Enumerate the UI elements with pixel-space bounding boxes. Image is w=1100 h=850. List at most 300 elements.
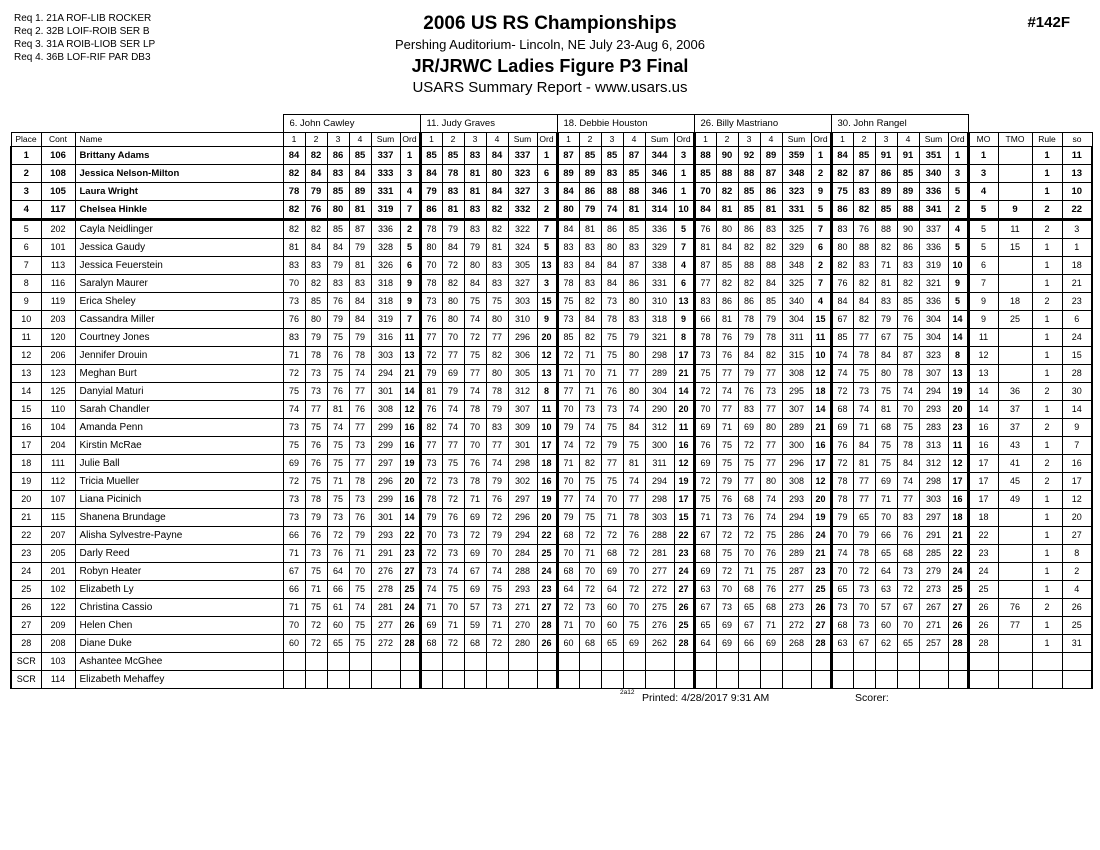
contestant-number-cell: 104	[41, 418, 75, 436]
score-cell: 76	[349, 508, 371, 526]
rule-cell	[1032, 670, 1062, 688]
place-cell: 9	[11, 292, 41, 310]
ordinal-cell: 11	[537, 400, 557, 418]
ordinal-cell: 20	[948, 400, 968, 418]
result-row	[11, 328, 1092, 346]
score-cell: 66	[283, 580, 305, 598]
result-row	[11, 544, 1092, 562]
score-col-header: 1	[694, 132, 716, 146]
ordinal-cell: 21	[948, 526, 968, 544]
tally-col-header: Rule	[1032, 132, 1062, 146]
score-cell: 79	[305, 182, 327, 200]
score-cell: 84	[579, 256, 601, 274]
score-cell: 75	[853, 364, 875, 382]
score-cell	[716, 652, 738, 670]
result-row	[11, 652, 1092, 670]
sum-cell: 277	[371, 616, 400, 634]
score-cell: 85	[601, 146, 623, 164]
score-cell: 77	[557, 382, 579, 400]
result-row	[11, 146, 1092, 164]
place-cell: SCR	[11, 670, 41, 688]
score-cell: 70	[557, 472, 579, 490]
score-cell: 60	[601, 616, 623, 634]
score-cell: 71	[579, 544, 601, 562]
sum-cell: 294	[919, 382, 948, 400]
score-col-header: Ord	[400, 132, 420, 146]
place-cell: 15	[11, 400, 41, 418]
score-cell: 74	[897, 382, 919, 400]
score-cell: 83	[601, 164, 623, 182]
rule-cell: 1	[1032, 182, 1062, 200]
tally-col-header: so	[1062, 132, 1092, 146]
score-cell: 80	[486, 164, 508, 182]
ordinal-cell: 12	[400, 400, 420, 418]
score-cell: 75	[738, 454, 760, 472]
score-cell: 69	[464, 544, 486, 562]
score-col-header: 2	[716, 132, 738, 146]
ordinal-cell: 26	[400, 616, 420, 634]
so-cell: 30	[1062, 382, 1092, 400]
score-cell: 75	[760, 526, 782, 544]
score-cell: 88	[623, 182, 645, 200]
score-cell: 67	[831, 310, 853, 328]
result-row	[11, 508, 1092, 526]
ordinal-cell: 7	[811, 219, 831, 238]
ordinal-cell: 21	[811, 544, 831, 562]
score-cell: 71	[557, 454, 579, 472]
ordinal-cell: 19	[400, 454, 420, 472]
score-cell: 71	[853, 418, 875, 436]
result-row	[11, 400, 1092, 418]
score-cell: 75	[283, 382, 305, 400]
score-cell	[442, 652, 464, 670]
rule-cell: 2	[1032, 472, 1062, 490]
score-cell: 76	[716, 490, 738, 508]
score-cell: 77	[349, 454, 371, 472]
sum-cell: 328	[371, 238, 400, 256]
score-cell: 79	[305, 328, 327, 346]
ordinal-cell	[811, 652, 831, 670]
score-cell: 80	[442, 310, 464, 328]
ordinal-cell: 5	[811, 200, 831, 219]
score-cell: 72	[897, 580, 919, 598]
score-cell: 85	[442, 146, 464, 164]
so-cell: 25	[1062, 616, 1092, 634]
score-cell: 70	[283, 616, 305, 634]
sum-cell: 293	[371, 526, 400, 544]
judge-name-header: 11. Judy Graves	[420, 115, 557, 133]
score-cell	[623, 652, 645, 670]
sum-cell: 273	[919, 580, 948, 598]
mo-cell: 7	[968, 274, 998, 292]
score-cell: 70	[623, 598, 645, 616]
score-cell: 88	[897, 200, 919, 219]
score-cell: 71	[283, 598, 305, 616]
score-cell: 84	[327, 238, 349, 256]
skater-name-cell: Cayla Neidlinger	[75, 219, 283, 238]
score-cell: 78	[464, 472, 486, 490]
score-cell: 72	[464, 526, 486, 544]
score-cell: 80	[875, 364, 897, 382]
sum-cell: 296	[508, 508, 537, 526]
score-cell: 82	[760, 238, 782, 256]
score-cell: 77	[760, 454, 782, 472]
score-cell: 79	[853, 526, 875, 544]
score-cell: 84	[897, 454, 919, 472]
ordinal-cell: 17	[674, 490, 694, 508]
score-cell: 63	[831, 634, 853, 652]
contestant-number-cell: 204	[41, 436, 75, 454]
mo-cell: 25	[968, 580, 998, 598]
score-cell: 80	[831, 238, 853, 256]
score-cell: 88	[694, 146, 716, 164]
score-cell: 77	[623, 364, 645, 382]
score-cell: 78	[897, 436, 919, 454]
result-row	[11, 292, 1092, 310]
score-cell: 76	[305, 200, 327, 219]
score-cell: 83	[694, 292, 716, 310]
score-cell: 67	[694, 526, 716, 544]
place-cell: 16	[11, 418, 41, 436]
score-cell: 81	[327, 400, 349, 418]
rule-cell: 1	[1032, 274, 1062, 292]
score-cell: 77	[760, 364, 782, 382]
score-cell: 80	[623, 382, 645, 400]
sum-cell: 351	[919, 146, 948, 164]
score-cell: 86	[623, 274, 645, 292]
score-cell: 83	[897, 508, 919, 526]
ordinal-cell: 9	[674, 310, 694, 328]
score-cell: 89	[897, 182, 919, 200]
rule-cell: 2	[1032, 454, 1062, 472]
score-cell: 86	[897, 238, 919, 256]
mo-cell	[968, 652, 998, 670]
score-cell: 85	[579, 146, 601, 164]
result-row	[11, 634, 1092, 652]
ordinal-cell: 19	[674, 472, 694, 490]
ordinal-cell: 12	[811, 364, 831, 382]
place-cell: 3	[11, 182, 41, 200]
rule-cell: 2	[1032, 598, 1062, 616]
score-cell: 71	[694, 508, 716, 526]
sum-cell: 278	[371, 580, 400, 598]
tally-col-header: TMO	[998, 132, 1032, 146]
score-cell	[831, 652, 853, 670]
sum-cell: 307	[508, 400, 537, 418]
score-cell: 78	[486, 382, 508, 400]
sum-cell: 296	[371, 472, 400, 490]
place-cell: 28	[11, 634, 41, 652]
score-cell	[738, 652, 760, 670]
contestant-number-cell: 103	[41, 652, 75, 670]
skater-name-cell: Kirstin McRae	[75, 436, 283, 454]
score-cell: 73	[760, 382, 782, 400]
score-cell: 71	[305, 580, 327, 598]
score-cell: 74	[283, 400, 305, 418]
score-cell: 74	[831, 364, 853, 382]
result-row	[11, 562, 1092, 580]
sum-cell: 333	[371, 164, 400, 182]
score-cell: 76	[897, 526, 919, 544]
skater-name-cell: Jessica Feuerstein	[75, 256, 283, 274]
score-cell: 72	[738, 436, 760, 454]
sum-cell: 289	[782, 544, 811, 562]
score-cell: 80	[486, 364, 508, 382]
sum-cell: 296	[508, 328, 537, 346]
tmo-cell	[998, 544, 1032, 562]
ordinal-cell: 8	[674, 328, 694, 346]
result-row	[11, 164, 1092, 182]
score-cell: 84	[349, 310, 371, 328]
skater-name-cell: Chelsea Hinkle	[75, 200, 283, 219]
skater-name-cell: Saralyn Maurer	[75, 274, 283, 292]
score-cell: 82	[283, 200, 305, 219]
tmo-cell	[998, 364, 1032, 382]
place-cell: 22	[11, 526, 41, 544]
score-cell: 70	[601, 490, 623, 508]
sum-cell: 340	[919, 164, 948, 182]
score-cell: 70	[420, 526, 442, 544]
tmo-cell: 37	[998, 400, 1032, 418]
score-cell: 76	[738, 382, 760, 400]
score-cell: 75	[875, 436, 897, 454]
ordinal-cell: 1	[537, 146, 557, 164]
result-row	[11, 364, 1092, 382]
score-cell: 66	[738, 634, 760, 652]
score-cell	[579, 670, 601, 688]
rule-cell: 1	[1032, 164, 1062, 182]
tmo-cell	[998, 328, 1032, 346]
score-cell: 72	[283, 364, 305, 382]
score-cell: 82	[853, 200, 875, 219]
contestant-number-cell: 105	[41, 182, 75, 200]
sum-cell: 308	[782, 472, 811, 490]
score-cell	[853, 670, 875, 688]
sum-cell: 318	[371, 274, 400, 292]
score-cell: 79	[442, 219, 464, 238]
sum-cell: 280	[508, 634, 537, 652]
sum-cell: 293	[782, 490, 811, 508]
so-cell: 17	[1062, 472, 1092, 490]
score-cell: 87	[623, 146, 645, 164]
score-cell: 75	[327, 454, 349, 472]
score-cell: 81	[853, 454, 875, 472]
result-row	[11, 418, 1092, 436]
ordinal-cell: 22	[537, 526, 557, 544]
tmo-cell	[998, 634, 1032, 652]
score-cell: 68	[557, 562, 579, 580]
sum-cell: 288	[508, 562, 537, 580]
ordinal-cell: 5	[674, 219, 694, 238]
score-cell: 66	[694, 310, 716, 328]
score-cell: 73	[349, 436, 371, 454]
score-cell	[579, 652, 601, 670]
score-cell: 69	[442, 364, 464, 382]
score-cell: 64	[557, 580, 579, 598]
score-cell: 84	[557, 219, 579, 238]
sum-cell: 297	[508, 490, 537, 508]
score-cell: 76	[601, 382, 623, 400]
ordinal-cell: 8	[948, 346, 968, 364]
score-cell: 88	[760, 256, 782, 274]
score-cell: 75	[305, 418, 327, 436]
contestant-number-cell: 108	[41, 164, 75, 182]
ordinal-cell: 23	[674, 544, 694, 562]
score-cell: 78	[420, 219, 442, 238]
sum-cell: 332	[508, 200, 537, 219]
sum-cell: 275	[645, 598, 674, 616]
score-cell: 83	[557, 256, 579, 274]
score-col-header: Sum	[371, 132, 400, 146]
result-row	[11, 219, 1092, 238]
contestant-number-cell: 107	[41, 490, 75, 508]
score-cell: 82	[305, 219, 327, 238]
tmo-cell: 11	[998, 219, 1032, 238]
score-cell: 79	[716, 472, 738, 490]
sum-cell: 308	[782, 364, 811, 382]
score-cell: 79	[349, 328, 371, 346]
contestant-number-cell: 207	[41, 526, 75, 544]
contestant-number-cell: 101	[41, 238, 75, 256]
score-cell: 73	[853, 580, 875, 598]
score-cell: 78	[442, 164, 464, 182]
score-cell: 86	[875, 164, 897, 182]
result-row	[11, 598, 1092, 616]
sum-cell	[508, 652, 537, 670]
ordinal-cell: 18	[811, 382, 831, 400]
score-cell: 73	[327, 508, 349, 526]
score-cell: 75	[760, 562, 782, 580]
mo-cell: 14	[968, 400, 998, 418]
tmo-cell	[998, 164, 1032, 182]
contestant-number-cell: 113	[41, 256, 75, 274]
contestant-number-cell: 123	[41, 364, 75, 382]
score-cell: 78	[349, 346, 371, 364]
score-cell: 83	[831, 219, 853, 238]
score-cell: 71	[283, 544, 305, 562]
score-cell: 73	[305, 364, 327, 382]
place-cell: 11	[11, 328, 41, 346]
ordinal-cell: 14	[948, 310, 968, 328]
place-header: Place	[11, 132, 41, 146]
ordinal-cell: 17	[537, 436, 557, 454]
sum-cell: 308	[371, 400, 400, 418]
place-cell: 17	[11, 436, 41, 454]
tmo-cell	[998, 508, 1032, 526]
sum-cell	[782, 652, 811, 670]
score-cell: 82	[305, 274, 327, 292]
requirements-block	[14, 12, 155, 64]
score-col-header: Ord	[674, 132, 694, 146]
sum-cell	[371, 670, 400, 688]
sum-cell: 321	[919, 274, 948, 292]
score-cell: 82	[897, 274, 919, 292]
ordinal-cell: 28	[674, 634, 694, 652]
ordinal-cell: 24	[674, 562, 694, 580]
score-cell: 67	[694, 598, 716, 616]
skater-name-cell: Laura Wright	[75, 182, 283, 200]
score-cell: 85	[327, 219, 349, 238]
score-cell: 78	[760, 328, 782, 346]
score-cell: 73	[442, 526, 464, 544]
sum-cell: 324	[508, 238, 537, 256]
mo-cell: 28	[968, 634, 998, 652]
score-col-header: Sum	[919, 132, 948, 146]
score-cell	[831, 670, 853, 688]
ordinal-cell: 8	[537, 382, 557, 400]
score-cell: 78	[420, 490, 442, 508]
so-cell: 4	[1062, 580, 1092, 598]
score-cell: 73	[716, 508, 738, 526]
score-cell: 74	[579, 490, 601, 508]
score-cell: 72	[623, 544, 645, 562]
ordinal-cell: 26	[811, 598, 831, 616]
score-cell: 75	[305, 562, 327, 580]
ordinal-cell	[400, 652, 420, 670]
score-cell: 72	[579, 580, 601, 598]
score-cell: 81	[716, 310, 738, 328]
ordinal-cell: 4	[400, 182, 420, 200]
sum-cell: 276	[371, 562, 400, 580]
score-cell: 63	[694, 580, 716, 598]
score-cell: 84	[831, 292, 853, 310]
score-cell: 84	[420, 164, 442, 182]
sum-cell: 315	[782, 346, 811, 364]
ordinal-cell: 5	[948, 292, 968, 310]
score-cell: 72	[831, 382, 853, 400]
score-cell: 70	[486, 544, 508, 562]
score-cell: 74	[442, 562, 464, 580]
ordinal-cell: 22	[674, 526, 694, 544]
score-cell: 70	[694, 182, 716, 200]
ordinal-cell: 28	[811, 634, 831, 652]
score-cell: 74	[831, 544, 853, 562]
score-cell: 79	[327, 310, 349, 328]
rule-cell	[1032, 652, 1062, 670]
result-row	[11, 436, 1092, 454]
mo-cell: 9	[968, 292, 998, 310]
score-cell: 73	[283, 418, 305, 436]
score-cell: 86	[831, 200, 853, 219]
mo-cell	[968, 670, 998, 688]
score-cell: 60	[601, 598, 623, 616]
score-cell: 70	[557, 400, 579, 418]
score-cell: 75	[442, 454, 464, 472]
score-cell: 86	[716, 292, 738, 310]
place-cell: 7	[11, 256, 41, 274]
ordinal-cell: 22	[948, 544, 968, 562]
score-cell	[716, 670, 738, 688]
ordinal-cell: 27	[948, 598, 968, 616]
sum-cell: 325	[782, 219, 811, 238]
score-cell: 82	[831, 164, 853, 182]
ordinal-cell: 12	[674, 454, 694, 472]
score-cell: 71	[442, 616, 464, 634]
sum-cell: 283	[919, 418, 948, 436]
tmo-cell: 43	[998, 436, 1032, 454]
score-cell: 65	[831, 580, 853, 598]
sum-cell: 336	[645, 219, 674, 238]
sum-cell: 319	[919, 256, 948, 274]
score-cell: 77	[716, 400, 738, 418]
score-cell: 73	[305, 382, 327, 400]
score-cell: 74	[464, 310, 486, 328]
score-col-header: 3	[601, 132, 623, 146]
score-cell: 74	[760, 508, 782, 526]
score-cell: 81	[420, 382, 442, 400]
score-cell: 83	[623, 238, 645, 256]
score-cell: 72	[420, 544, 442, 562]
